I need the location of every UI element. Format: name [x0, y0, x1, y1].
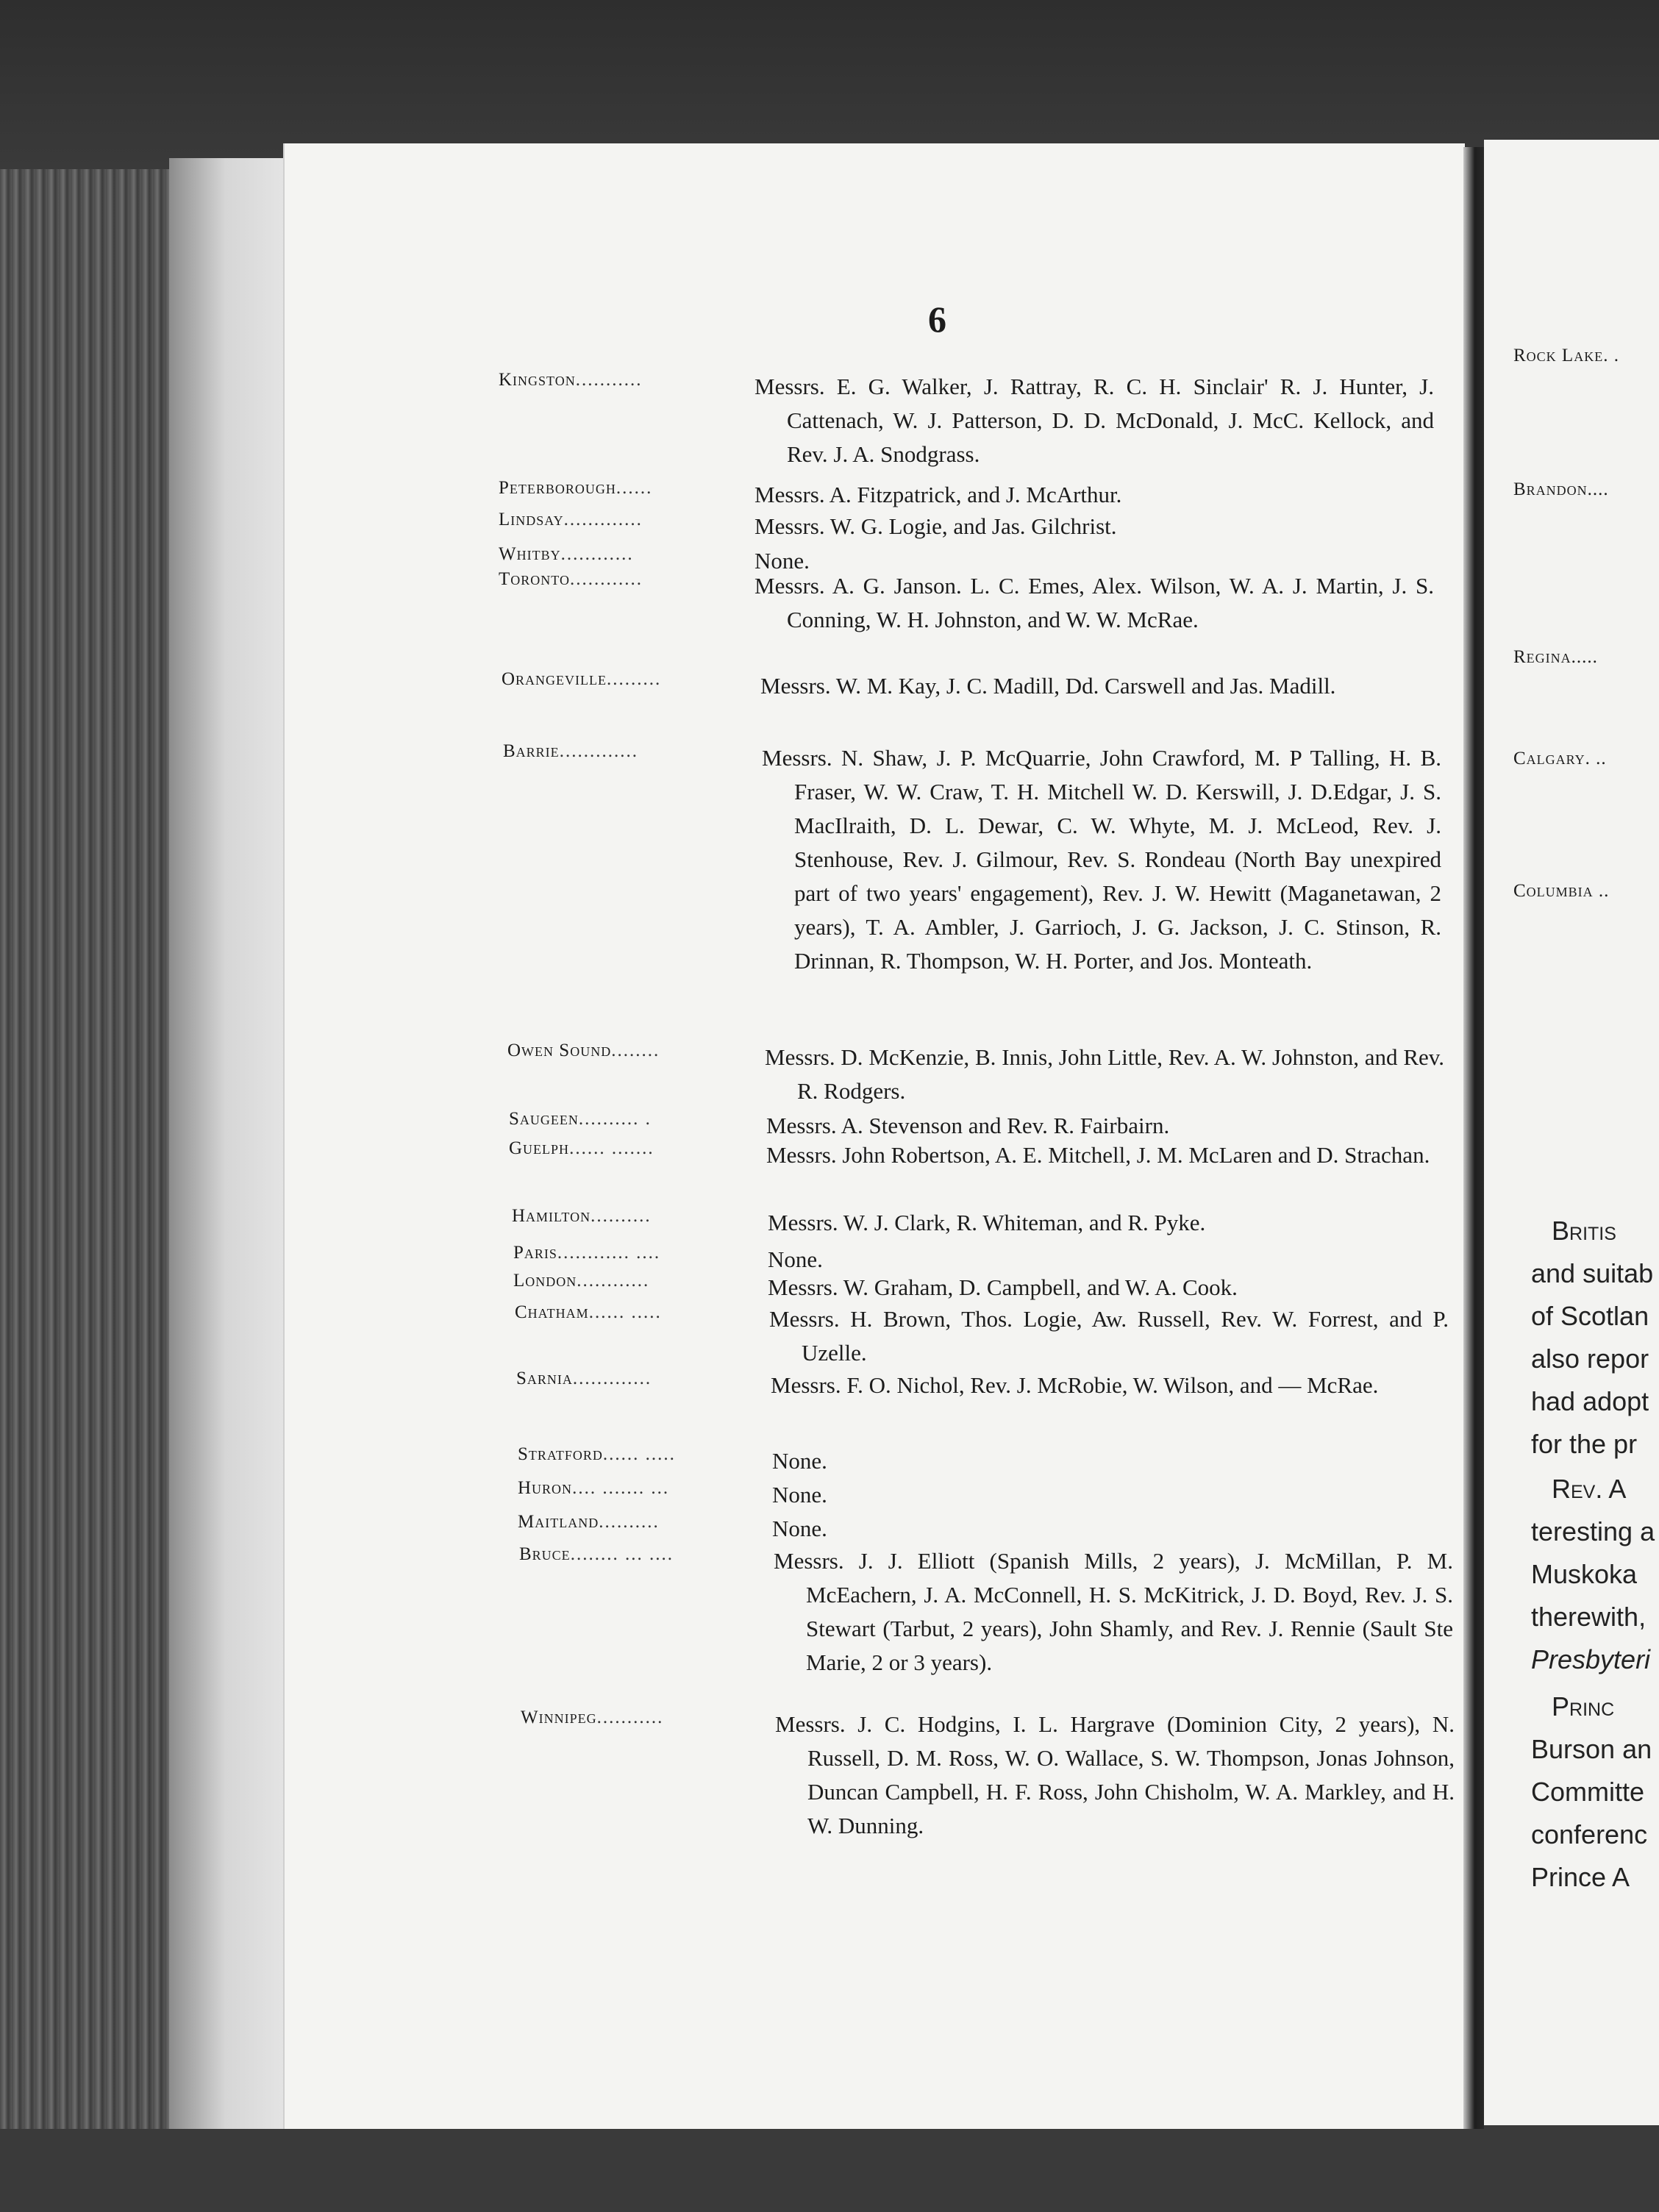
right-page-text-line: and suitab [1531, 1258, 1654, 1288]
dot-leader: ...... ..... [602, 1444, 676, 1464]
appointees-text: Messrs. A. Stevenson and Rev. R. Fairbairn. [766, 1113, 1170, 1138]
appointees-text: Messrs. W. M. Kay, J. C. Madill, Dd. Carswell and Jas. Madill. [760, 673, 1336, 699]
appointees-text: Messrs. A. G. Janson. L. C. Emes, Alex. Wilson, W. A. J. Martin, J. S. Conning, W. H. Johnston, and W. W. McRae. [754, 573, 1434, 632]
right-page-presbytery-label: Brandon.... [1513, 479, 1609, 499]
book-gutter [1463, 147, 1484, 2133]
dot-leader: ........ [611, 1041, 660, 1060]
dot-leader: ............ [560, 544, 634, 564]
presbytery-name: Paris [513, 1243, 557, 1263]
presbytery-name: Kingston [499, 370, 576, 390]
dot-leader: ............. [572, 1369, 652, 1388]
right-page-text-line: Prince A [1531, 1862, 1630, 1892]
dot-leader: ............ [577, 1271, 650, 1291]
dot-leader: .......... [599, 1512, 660, 1532]
dot-leader: ........... [575, 370, 643, 390]
dot-leader: ...... [616, 478, 653, 498]
dot-leader: ........... [596, 1708, 664, 1727]
appointees-text: Messrs. J. J. Elliott (Spanish Mills, 2 years), J. McMillan, P. M. McEachern, J. A. McConnell, H. S. McKitrick, J. D. Boyd, Rev. J. S. Stewart (Tarbut, 2 years), John Shamly, and Rev. J. Rennie (Sault Ste Marie, 2 or 3 years). [774, 1548, 1453, 1675]
presbytery-name: Guelph [509, 1138, 570, 1158]
presbytery-name: Orangeville [502, 669, 607, 689]
right-page-text-line: of Scotlan [1531, 1301, 1649, 1331]
appointees-text: Messrs. W. G. Logie, and Jas. Gilchrist. [754, 513, 1117, 539]
presbytery-name: London [513, 1271, 577, 1291]
dot-leader: ......... [607, 669, 662, 689]
right-page-text-line: conferenc [1531, 1819, 1648, 1849]
presbytery-name: Bruce [519, 1544, 571, 1564]
presbytery-name: Winnipeg [521, 1708, 597, 1727]
right-page-presbytery-label: Columbia .. [1513, 881, 1610, 901]
presbytery-name: Owen Sound [507, 1041, 612, 1060]
right-page-text-line: Burson an [1531, 1734, 1652, 1764]
right-page-text-line: Rev. A [1552, 1474, 1627, 1504]
right-page-text-line: Presbyteri [1531, 1644, 1651, 1674]
appointees-text: Messrs. D. McKenzie, B. Innis, John Little, Rev. A. W. Johnston, and Rev. R. Rodgers. [765, 1044, 1444, 1104]
appointees-text: Messrs. F. O. Nichol, Rev. J. McRobie, W. Wilson, and — McRae. [771, 1372, 1379, 1398]
page-fold [169, 158, 294, 2129]
appointees-text: None. [754, 548, 810, 574]
dot-leader: ........ ... .... [570, 1544, 674, 1564]
presbytery-name: Whitby [499, 544, 561, 564]
right-page-text-line: also repor [1531, 1344, 1649, 1374]
appointees-text: Messrs. John Robertson, A. E. Mitchell, J. M. McLaren and D. Strachan. [766, 1142, 1430, 1168]
presbytery-name: Peterborough [499, 478, 616, 498]
dot-leader: ............. [559, 741, 638, 761]
right-page-text-line: Princ [1552, 1691, 1615, 1722]
dot-leader: .......... [591, 1206, 652, 1226]
presbytery-name: Toronto [499, 569, 570, 589]
page-number: 6 [928, 299, 946, 340]
appointees-text: Messrs. J. C. Hodgins, I. L. Hargrave (Dominion City, 2 years), N. Russell, D. M. Ross, W. O. Wallace, S. W. Thompson, Jonas Johnson, Duncan Campbell, H. F. Ross, John Chisholm, W. A. Markley, and H. W. Dunning. [775, 1711, 1455, 1838]
right-page-text-line: teresting a [1531, 1516, 1655, 1546]
presbytery-name: Lindsay [499, 510, 564, 529]
presbytery-name: Stratford [518, 1444, 603, 1464]
right-page-text-line: Britis [1552, 1216, 1616, 1246]
appointees-text: Messrs. W. J. Clark, R. Whiteman, and R. Pyke. [768, 1210, 1206, 1235]
presbytery-name: Maitland [518, 1512, 599, 1532]
right-page-presbytery-label: Rock Lake. . [1513, 346, 1619, 365]
appointees-text: Messrs. H. Brown, Thos. Logie, Aw. Russell, Rev. W. Forrest, and P. Uzelle. [769, 1306, 1449, 1366]
appointees-text: None. [772, 1448, 827, 1474]
appointees-text: None. [772, 1482, 827, 1508]
dot-leader: .......... . [578, 1109, 652, 1129]
right-page-presbytery-label: Regina..... [1513, 647, 1598, 667]
scan-background-bottom [0, 2129, 1659, 2212]
right-page-text-line: had adopt [1531, 1386, 1649, 1416]
dot-leader: ...... ....... [569, 1138, 654, 1158]
presbytery-name: Hamilton [512, 1206, 591, 1226]
appointees-text: Messrs. A. Fitzpatrick, and J. McArthur. [754, 482, 1122, 507]
dot-leader: .... ....... ... [572, 1478, 670, 1498]
presbytery-name: Sarnia [516, 1369, 573, 1388]
right-page-text-line: Committe [1531, 1777, 1645, 1807]
right-page-presbytery-label: Calgary. .. [1513, 749, 1607, 768]
presbytery-name: Barrie [503, 741, 560, 761]
presbytery-name: Chatham [515, 1302, 589, 1322]
appointees-text: Messrs. W. Graham, D. Campbell, and W. A. Cook. [768, 1274, 1238, 1300]
appointees-text: Messrs. E. G. Walker, J. Rattray, R. C. H. Sinclair' R. J. Hunter, J. Cattenach, W. J. Patterson, D. D. McDonald, J. McC. Kellock, and Rev. J. A. Snodgrass. [754, 374, 1434, 467]
appointees-text: Messrs. N. Shaw, J. P. McQuarrie, John Crawford, M. P Talling, H. B. Fraser, W. W. Craw, T. H. Mitchell W. D. Kerswill, J. D.Edgar, J. S. MacIlraith, D. L. Dewar, C. W. Whyte, M. J. McLeod, Rev. J. Stenhouse, Rev. J. Gilmour, Rev. S. Rondeau (North Bay unexpired part of two years' engagement), Rev. J. W. Hewitt (Maganetawan, 2 years), T. A. Ambler, J. Garrioch, J. G. Jackson, J. C. Stinson, R. Drinnan, R. Thompson, W. H. Porter, and Jos. Monteath. [762, 745, 1441, 974]
dot-leader: ............ [569, 569, 643, 589]
presbytery-name: Saugeen [509, 1109, 579, 1129]
presbytery-name: Huron [518, 1478, 573, 1498]
appointees-text: None. [768, 1246, 823, 1272]
right-page-text-line: for the pr [1531, 1429, 1638, 1459]
appointees-text: None. [772, 1516, 827, 1541]
right-page-text-line: Muskoka [1531, 1559, 1638, 1589]
dot-leader: ...... ..... [588, 1302, 662, 1322]
dot-leader: ............. [563, 510, 643, 529]
right-page-text-line: therewith, [1531, 1602, 1646, 1632]
dot-leader: ............ .... [557, 1243, 661, 1263]
